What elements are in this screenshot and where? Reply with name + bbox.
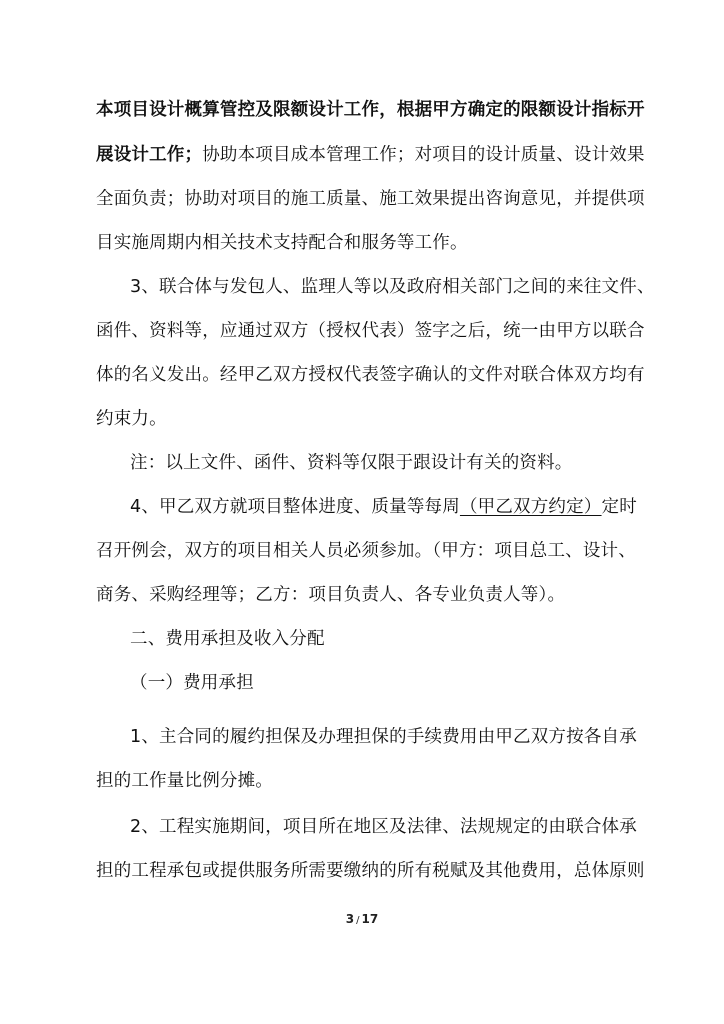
- paragraph-line: 1、主合同的履约担保及办理担保的手续费用由甲乙双方按各自承: [130, 727, 637, 747]
- paragraph-line: 担的工程承包或提供服务所需要缴纳的所有税赋及其他费用，总体原则: [96, 861, 645, 881]
- text: 4、甲乙双方就项目整体进度、质量等每周: [130, 497, 460, 517]
- page-separator: /: [356, 915, 360, 926]
- total-pages: 17: [361, 912, 379, 926]
- current-page: 3: [345, 912, 355, 926]
- text: 协助本项目成本管理工作；对项目的设计质量、设计效果: [202, 145, 645, 165]
- paragraph-line: [96, 143, 645, 167]
- paragraph-line: 本项目设计概算管控及限额设计工作，根据甲方确定的限额设计指标开: [96, 100, 645, 120]
- paragraph-line: 2、工程实施期间，项目所在地区及法律、法规规定的由联合体承: [130, 817, 637, 837]
- text: 定时: [601, 497, 637, 517]
- paragraph-line: 函件、资料等，应通过双方（授权代表）签字之后，统一由甲方以联合: [96, 321, 645, 341]
- note-line: 注：以上文件、函件、资料等仅限于跟设计有关的资料。: [130, 453, 573, 473]
- paragraph-line: [130, 495, 637, 519]
- paragraph-line: 3、联合体与发包人、监理人等以及政府相关部门之间的来往文件、: [130, 277, 655, 297]
- subsection-heading: （一）费用承担: [130, 673, 254, 693]
- page-number: [0, 912, 724, 926]
- bold-text: 展设计工作；: [96, 145, 203, 165]
- section-heading: 二、费用承担及收入分配: [130, 629, 325, 649]
- paragraph-line: 体的名义发出。经甲乙双方授权代表签字确认的文件对联合体双方均有: [96, 365, 645, 385]
- paragraph-line: 商务、采购经理等；乙方：项目负责人、各专业负责人等）。: [96, 585, 566, 605]
- paragraph-line: 约束力。: [96, 409, 167, 429]
- paragraph-line: 目实施周期内相关技术支持配合和服务等工作。: [96, 233, 468, 253]
- paragraph-line: 全面负责；协助对项目的施工质量、施工效果提出咨询意见，并提供项: [96, 189, 645, 209]
- paragraph-line: 担的工作量比例分摊。: [96, 771, 273, 791]
- paragraph-line: 召开例会，双方的项目相关人员必须参加。（甲方：项目总工、设计、: [96, 541, 636, 561]
- underlined-text: （甲乙双方约定）: [459, 497, 602, 517]
